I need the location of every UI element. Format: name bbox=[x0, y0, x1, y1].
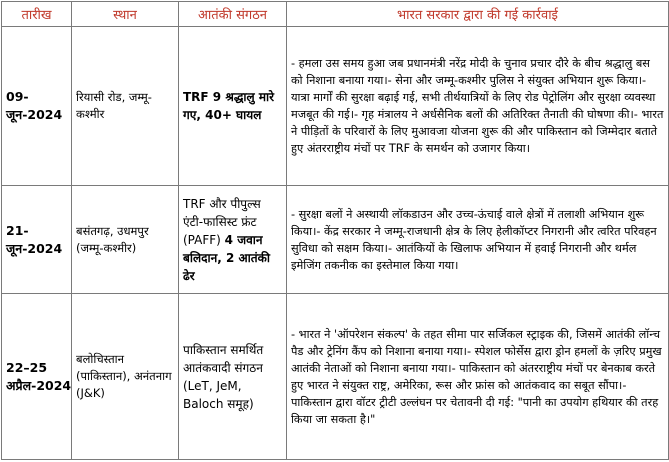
header-place: स्थान bbox=[72, 2, 179, 27]
row-group bbox=[179, 27, 287, 186]
row-date: 22–25 अप्रैल-2024 bbox=[2, 294, 72, 460]
row-action: - भारत ने 'ऑपरेशन संकल्प' के तहत सीमा पार सर्जिकल स्ट्राइक की, जिसमें आतंकी लॉन्च पैड और ट्रेनिंग कैंप को निशाना बनाया गया।- स्पेशल फोर्सेस द्वारा ड्रोन हमलों के ज़रिए प्रमुख आतंकी नेताओं को निशाना बनाया गया।- पाकिस्तान को अंतरराष्ट्रीय मंचों पर बेनकाब करते हुए भारत ने संयुक्त राष्ट्र, अमेरिका, रूस और फ्रांस को आतंकवाद का सबूत सौंपा।- पाकिस्तान द्वारा वॉटर ट्रीटी उल्लंघन पर चेतावनी दी गई: "पानी का उपयोग हथियार की तरह किया जा सकता है।" bbox=[287, 294, 669, 460]
row-action: - हमला उस समय हुआ जब प्रधानमंत्री नरेंद्र मोदी के चुनाव प्रचार दौरे के बीच श्रद्धालु बस को निशाना बनाया गया।- सेना और जम्मू-कश्मीर पुलिस ने संयुक्त अभियान शुरू किया।- यात्रा मार्गों की सुरक्षा बढ़ाई गई, सभी तीर्थयात्रियों के लिए रोड पेट्रोलिंग और सुरक्षा व्यवस्था मजबूत की गई।- गृह मंत्रालय ने अर्धसैनिक बलों की अतिरिक्त तैनाती की घोषणा की।- भारत ने पीड़ितों के परिवारों के लिए मुआवजा योजना शुरू की और पाकिस्तान को जिम्मेदार बताते हुए अंतरराष्ट्रीय मंचों पर TRF के समर्थन को उजागर किया। bbox=[287, 27, 669, 186]
row-group bbox=[179, 186, 287, 294]
row-action: - सुरक्षा बलों ने अस्थायी लॉकडाउन और उच्च-ऊंचाई वाले क्षेत्रों में तलाशी अभियान शुरू किया।- केंद्र सरकार ने जम्मू-राजधानी क्षेत्र के लिए हेलीकॉप्टर निगरानी और त्वरित परिवहन सुविधा को सक्षम किया।- आतंकियों के खिलाफ अभियान में हवाई निगरानी और थर्मल इमेजिंग तकनीक का इस्तेमाल किया गया। bbox=[287, 186, 669, 294]
header-row bbox=[2, 2, 669, 27]
group-text: पाकिस्तान समर्थित आतंकवादी संगठन (LeT, JeM, Baloch समूह) bbox=[183, 342, 264, 411]
row-group bbox=[179, 294, 287, 460]
row-date: 21-जून-2024 bbox=[2, 186, 72, 294]
group-text: TRF और पीपुल्स एंटी-फासिस्ट फ्रंट (PAFF) bbox=[183, 196, 261, 247]
table-row bbox=[2, 294, 669, 460]
row-place: बसंतगढ़, उधमपुर (जम्मू-कश्मीर) bbox=[72, 186, 179, 294]
header-date: तारीख bbox=[2, 2, 72, 27]
row-date: 09-जून-2024 bbox=[2, 27, 72, 186]
row-place: बलोचिस्तान (पाकिस्तान), अनंतनाग (J&K) bbox=[72, 294, 179, 460]
row-place: रियासी रोड, जम्मू-कश्मीर bbox=[72, 27, 179, 186]
table-row bbox=[2, 27, 669, 186]
incident-table bbox=[1, 1, 669, 460]
table-row bbox=[2, 186, 669, 294]
header-group: आतंकी संगठन bbox=[179, 2, 287, 27]
group-casualties: TRF 9 श्रद्धालु मारे गए, 40+ घायल bbox=[183, 90, 275, 122]
group-casualties: 4 जवान बलिदान, 2 आतंकी ढेर bbox=[183, 232, 270, 283]
header-action: भारत सरकार द्वारा की गई कार्रवाई bbox=[287, 2, 669, 27]
